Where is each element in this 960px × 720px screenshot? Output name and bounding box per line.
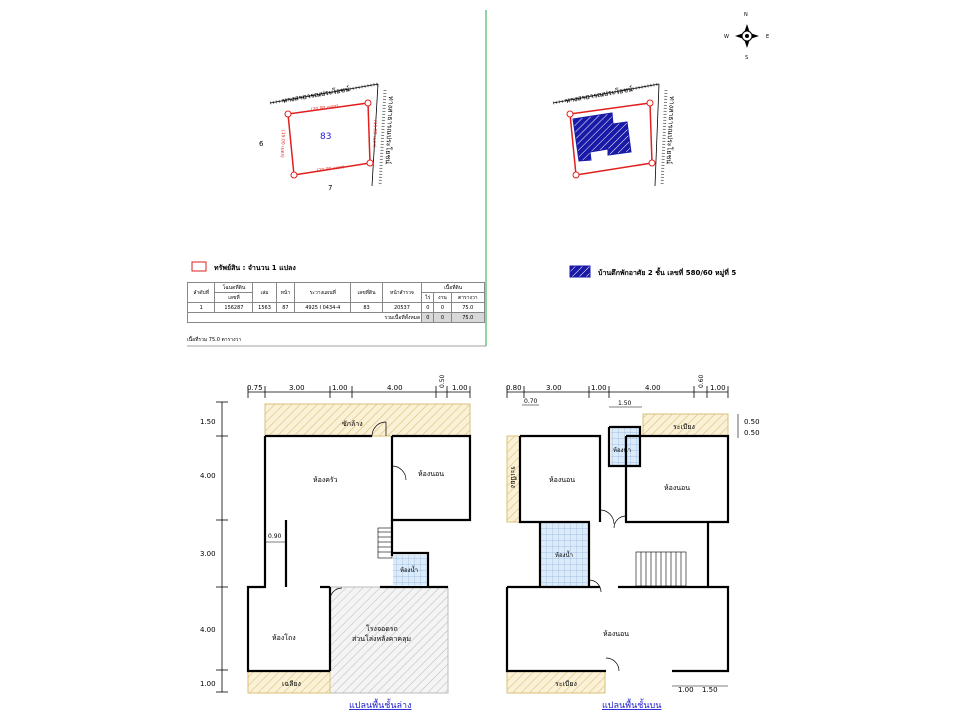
- neighbor-parcel-left: 6: [259, 140, 264, 148]
- th-sqwa: ตารางวา: [451, 293, 484, 303]
- uf-room-bath-large: ห้องน้ำ: [555, 552, 573, 559]
- cell-deed: 156287: [215, 303, 253, 313]
- uf-dim-inner-0: 0.70: [524, 398, 538, 405]
- parcel-dim-left: (15.00 เมตร): [279, 129, 285, 158]
- ground-floor-plan: [200, 374, 470, 711]
- th-map-sheet: ระวางแผนที่: [295, 283, 351, 303]
- compass-s: S: [745, 55, 749, 61]
- uf-room-balcony-bottom: ระเบียง: [555, 680, 577, 688]
- legend-building-swatch: [570, 266, 590, 277]
- gf-dim-top-1: 3.00: [289, 384, 305, 392]
- gf-dim-top-5: 1.00: [452, 384, 468, 392]
- uf-dim-top-5: 1.00: [710, 384, 726, 392]
- gf-caption: แปลนพื้นชั้นล่าง: [349, 701, 412, 711]
- road-label-side-right: ทางสาธารณประโยชน์: [664, 95, 676, 165]
- cell-land-no: 83: [351, 303, 382, 313]
- legend-parcel-swatch: [192, 262, 206, 271]
- uf-dim-top-4: 0.60: [698, 374, 705, 388]
- uf-dim-top-1: 3.00: [546, 384, 562, 392]
- th-deed-no: เลขที่: [215, 293, 253, 303]
- gf-dim-top-3: 4.00: [387, 384, 403, 392]
- neighbor-parcel-bottom: 7: [328, 184, 333, 192]
- parcel-dim-bottom: (20.00 เมตร): [316, 165, 345, 174]
- total-label: รวมเนื้อที่ทั้งหมด: [188, 313, 422, 323]
- th-deed: โฉนดที่ดิน: [215, 283, 253, 293]
- uf-dim-top-0: 0.80: [506, 384, 522, 392]
- cell-sqwa: 75.0: [451, 303, 484, 313]
- cell-order: 1: [188, 303, 215, 313]
- parcel-map-left: [259, 84, 396, 192]
- table-row: [188, 303, 485, 313]
- legend-building-label: บ้านตึกพักอาศัย 2 ชั้น เลขที่ 580/60 หมู่ที่ 5: [598, 269, 737, 277]
- table-total-row: [188, 313, 485, 323]
- uf-dim-right-0: 0.50: [744, 418, 760, 426]
- total-sqwa: 75.0: [451, 313, 484, 323]
- gf-dim-left-3: 4.00: [200, 626, 216, 634]
- uf-staircase: [636, 552, 686, 586]
- road-label-side: ทางสาธารณประโยชน์: [383, 95, 395, 165]
- gf-dim-top-2: 1.00: [332, 384, 348, 392]
- gf-laundry-area: [265, 404, 470, 436]
- th-land-no: เลขที่ดิน: [351, 283, 382, 303]
- parcel-number: 83: [320, 132, 332, 142]
- gf-room-bath: ห้องน้ำ: [400, 567, 418, 574]
- uf-dim-bottom-1: 1.50: [702, 686, 718, 694]
- gf-dim-left-4: 1.00: [200, 680, 216, 688]
- gf-room-garage-1: โรงจอดรถ: [366, 625, 398, 633]
- th-page: หน้า: [276, 283, 295, 303]
- road-label-top-right: ทางสาธารณประโยชน์: [564, 85, 634, 105]
- gf-room-terrace: เฉลียง: [282, 680, 301, 688]
- compass-e: E: [766, 34, 770, 40]
- gf-dim-left-0: 1.50: [200, 418, 216, 426]
- total-rai: 0: [422, 313, 434, 323]
- gf-dim-top-4: 0.50: [439, 374, 446, 388]
- parcel-table-header: [188, 283, 485, 293]
- parcel-dim-right: (15.00 เมตร): [371, 119, 377, 148]
- legend-parcel-label: ทรัพย์สิน : จำนวน 1 แปลง: [214, 264, 296, 272]
- road-label-top: ทางสาธารณประโยชน์: [281, 85, 351, 105]
- th-rai: ไร่: [422, 293, 434, 303]
- total-ngan: 0: [434, 313, 451, 323]
- cell-ngan: 0: [434, 303, 451, 313]
- parcel-map-right: [553, 84, 677, 186]
- th-area: เนื้อที่ดิน: [422, 283, 485, 293]
- building-footprint: [573, 113, 631, 161]
- th-ngan: งาน: [434, 293, 451, 303]
- cell-map-sheet: 4925 I 0434-4: [295, 303, 351, 313]
- gf-dim-left-2: 3.00: [200, 550, 216, 558]
- compass-w: W: [724, 34, 729, 40]
- cell-page: 87: [276, 303, 295, 313]
- gf-staircase: [378, 528, 392, 558]
- th-order: ลำดับที่: [188, 283, 215, 303]
- gf-dim-top-0: 0.75: [247, 384, 263, 392]
- gf-room-laundry: ซักล้าง: [342, 420, 363, 428]
- uf-room-bedroom-left: ห้องนอน: [549, 476, 576, 484]
- th-volume: เล่ม: [253, 283, 276, 303]
- total-area-note: เนื้อที่รวม 75.0 ตารางวา: [187, 337, 242, 343]
- north-arrow-icon: [724, 12, 769, 61]
- uf-caption: แปลนพื้นชั้นบน: [602, 701, 662, 711]
- gf-room-kitchen: ห้องครัว: [313, 476, 338, 484]
- gf-room-hall: ห้องโถง: [272, 634, 296, 642]
- cell-volume: 1563: [253, 303, 276, 313]
- cell-survey-page: 20537: [382, 303, 422, 313]
- gf-room-garage-2: ส่วนโล่งหลังคาคลุม: [352, 635, 411, 643]
- parcel-table: [187, 282, 485, 323]
- cell-rai: 0: [422, 303, 434, 313]
- uf-room-balcony-left: ระเบียง: [509, 466, 517, 488]
- gf-dim-inner: 0.90: [268, 533, 282, 540]
- gf-dim-left-1: 4.00: [200, 472, 216, 480]
- th-survey-page: หน้าสำรวจ: [382, 283, 422, 303]
- uf-dim-top-2: 1.00: [591, 384, 607, 392]
- upper-floor-plan: [506, 374, 760, 711]
- compass-n: N: [744, 12, 748, 18]
- uf-dim-top-3: 4.00: [645, 384, 661, 392]
- uf-dim-right-1: 0.50: [744, 429, 760, 437]
- uf-dim-bottom-0: 1.00: [678, 686, 694, 694]
- uf-dim-inner-1: 1.50: [618, 400, 632, 407]
- gf-room-bedroom: ห้องนอน: [418, 470, 445, 478]
- uf-room-balcony-top: ระเบียง: [673, 423, 695, 431]
- uf-room-bath-small: ห้องน้ำ: [613, 447, 631, 454]
- parcel-dim-top: (20.00 เมตร): [310, 104, 339, 113]
- uf-room-bedroom-right: ห้องนอน: [664, 484, 691, 492]
- uf-room-bedroom-big: ห้องนอน: [603, 630, 630, 638]
